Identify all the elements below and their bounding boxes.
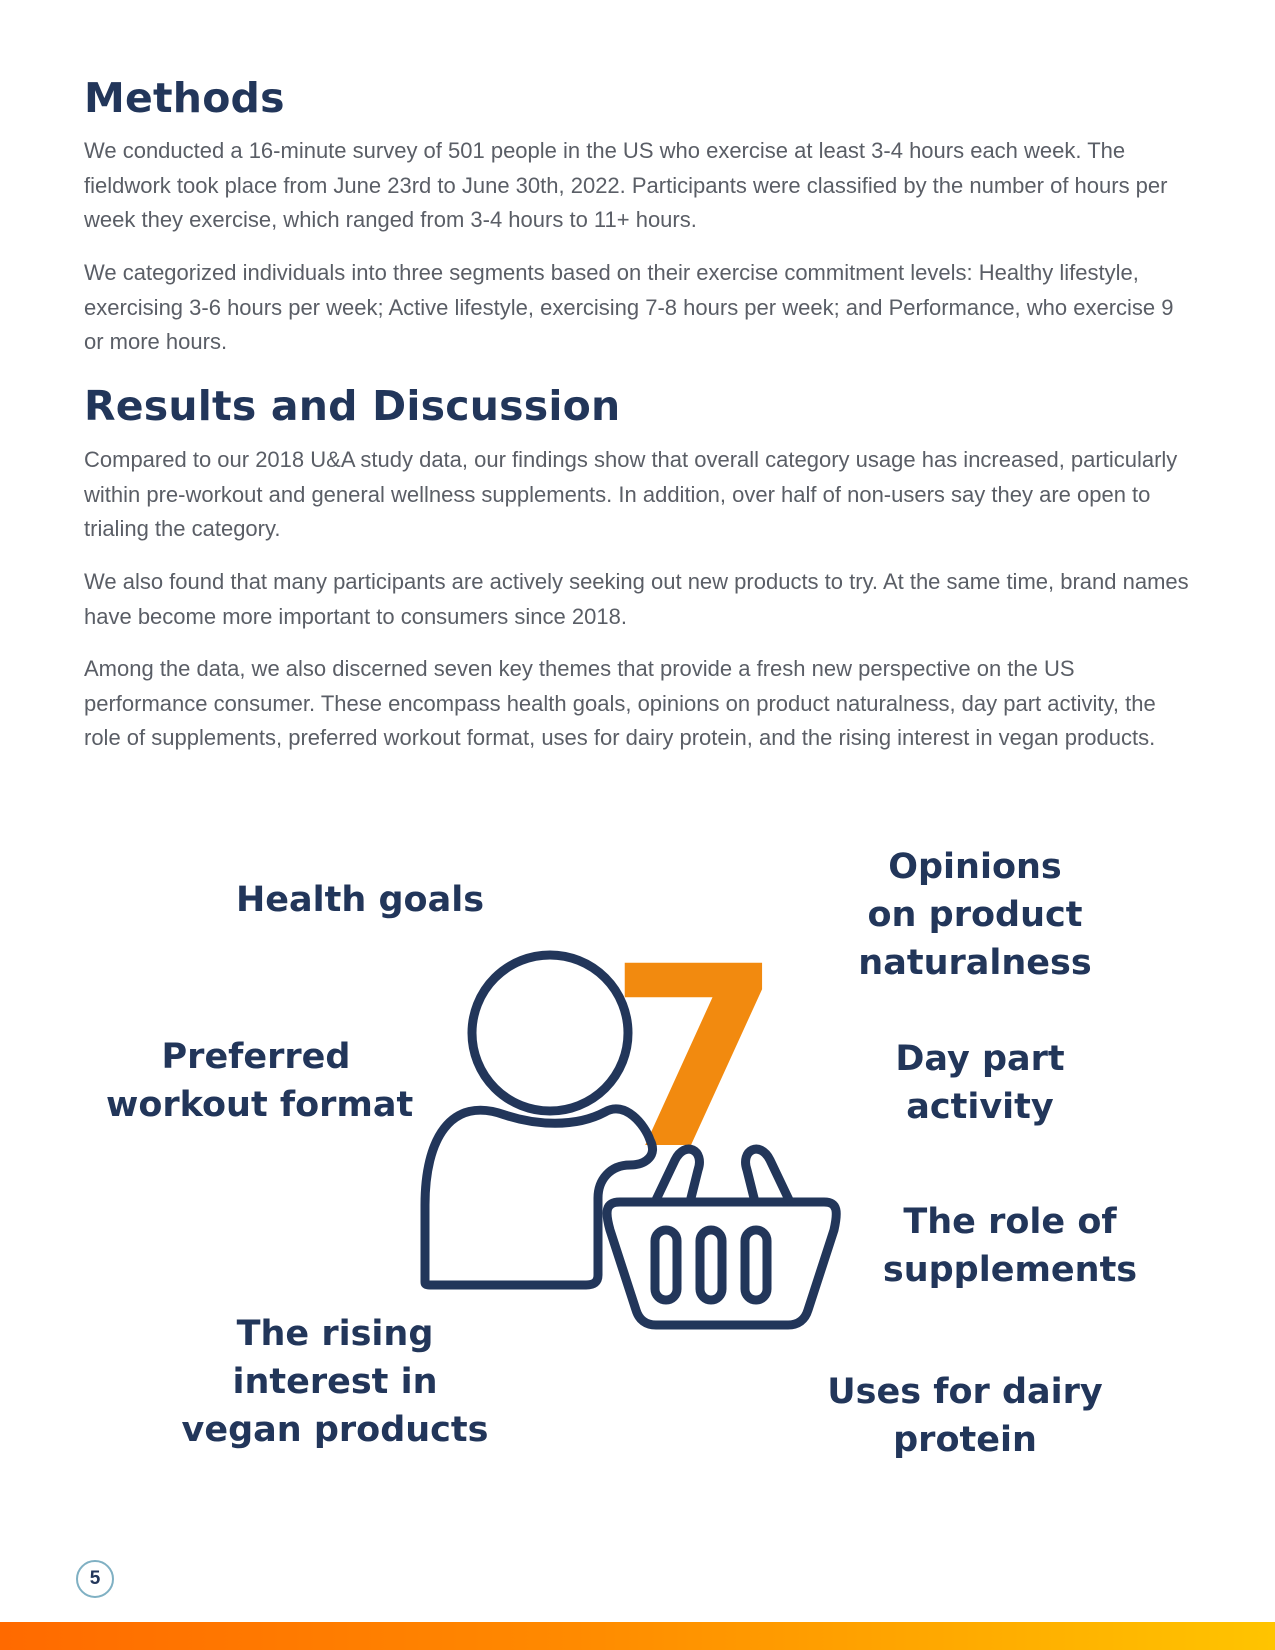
theme-label-line: supplements [882,1250,1138,1290]
footer-gradient-bar [0,1622,1275,1650]
theme-label-line: activity [906,1087,1054,1127]
methods-heading: Methods [84,74,285,122]
basket-slot-icon [655,1230,677,1300]
results-heading: Results and Discussion [84,382,621,430]
theme-label-line: Preferred [161,1037,351,1077]
theme-role-of-supplements [870,1198,1150,1294]
methods-paragraph-1: We conducted a 16-minute survey of 501 people in the US who exercise at least 3-4 hours each week. The fieldwork took place from June 23rd to June 30th, 2022. Participants were classified by the number of hours per week they exercise, which ranged from 3-4 hours to 11+ hours. [84,138,1168,232]
page-number: 5 [76,1560,114,1598]
results-paragraph-2: We also found that many participants are actively seeking out new products to try. At the same time, brand names have become more important to consumers since 2018. [84,569,1189,629]
theme-label-line: Day part [895,1039,1065,1079]
theme-label-line: Opinions [888,847,1062,887]
theme-product-naturalness [840,843,1110,987]
theme-label-line: interest in [232,1362,438,1402]
theme-uses-for-dairy-protein [820,1368,1110,1464]
consumer-basket-graphic [410,940,850,1350]
results-paragraph-1: Compared to our 2018 U&A study data, our findings show that overall category usage has increased, particularly within pre-workout and general wellness supplements. In addition, over half of non-users say they are open to trialing the category. [84,447,1178,541]
theme-label-line: workout format [106,1085,414,1125]
seven-number: 7 [608,940,782,1204]
methods-paragraph-2: We categorized individuals into three segments based on their exercise commitment levels: Healthy lifestyle, exercising 3-6 hours per week; Active lifestyle, exercising 7-8 hours per week; and Performance, who exercise 9 or more hours. [84,260,1174,354]
basket-slot-icon [700,1230,722,1300]
theme-label-line: The rising [236,1314,434,1354]
theme-label-line: on product [867,895,1083,935]
basket-slot-icon [745,1230,767,1300]
theme-health-goals [236,876,484,924]
theme-label-line: naturalness [858,943,1092,983]
person-head-icon [472,955,628,1111]
theme-label-line: protein [893,1420,1037,1460]
theme-preferred-workout-format [106,1033,414,1129]
theme-day-part-activity [860,1035,1100,1131]
theme-label: Health goals [236,880,485,920]
theme-label-line: The role of [903,1202,1117,1242]
results-paragraph-3: Among the data, we also discerned seven key themes that provide a fresh new perspective on the US performance consumer. These encompass health goals, opinions on product naturalness, day part activity, the role of supplements, preferred workout format, uses for dairy protein, and the rising interest in vegan products. [84,656,1156,750]
theme-label-line: Uses for dairy [827,1372,1103,1412]
theme-label-line: vegan products [181,1410,489,1450]
